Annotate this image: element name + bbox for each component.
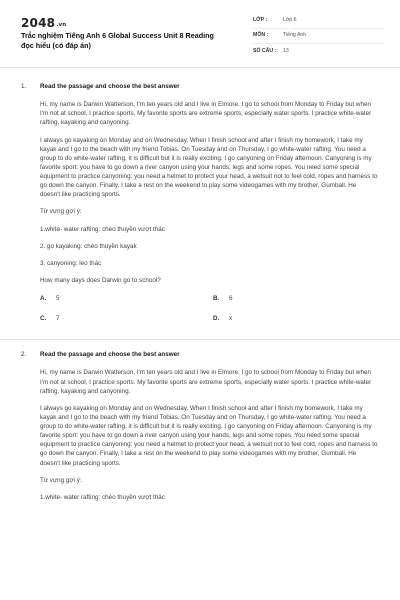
meta-value: 13: [283, 47, 289, 54]
meta-key: MÔN :: [253, 32, 269, 39]
option-text: x: [229, 315, 233, 323]
meta-key: SỐ CÂU :: [253, 47, 277, 54]
meta-value: Tiếng Anh: [283, 32, 307, 39]
question-1: [0, 69, 400, 325]
option-text: 7: [56, 315, 60, 323]
meta-info-table: [253, 14, 383, 59]
vocab-item: 2. go kayaking: chèo thuyền kayak: [40, 242, 137, 250]
question-prompt: Read the passage and choose the best answer: [40, 83, 180, 90]
meta-row-class: [253, 14, 383, 29]
option-text: 6: [229, 295, 233, 302]
quiz-content: [0, 69, 400, 600]
passage-paragraph: I always go kayaking on Monday and on Wednesday. When I finish school and after I finish my homework, I take my kayak and I go to the beach with my friend Tobias. On Tuesday and on Thursday, I go white-water rafting. You need a group to do white-water rafting, it is difficult but it is really exciting. I go canyoning on Friday afternoon. Canyoning is my favorite sport: you have to go down a river canyon using your hands, legs and some ropes. You need some special equipment to practice canyoning: you need a helmet to protect your head, a wetsuit not to feel cold, ropes and harness to go down the canyon. Finally, I take a rest on the weekend to play some videogames with my brother, Gumball. He doesn't like practicing sports.: [40, 404, 378, 467]
option-b[interactable]: [213, 294, 363, 303]
passage-paragraph: Hi, my name is Darwin Watterson, I'm ten years old and I live in Elmore. I go to school from Monday to Friday but when I'm not at school, I practice sports. My favorite sports are extreme sports, especially water sports. I practice white-water rafting, kayaking and canyoning.: [40, 369, 372, 395]
page-header: [0, 0, 400, 68]
vocab-title: Từ vựng gợi ý:: [40, 208, 82, 216]
meta-row-question-count: [253, 44, 383, 59]
passage-paragraph: I always go kayaking on Monday and on Wednesday. When I finish school and after I finish my homework, I take my kayak and I go to the beach with my friend Tobias. On Tuesday and on Thursday, I go white-water rafting. You need a group to do white-water rafting, it is difficult but it is really exciting. I go canyoning on Friday afternoon. Canyoning is my favorite sport: you have to go down a river canyon using your hands, legs and some ropes. You need some special equipment to practice canyoning: you need a helmet to protect your head, a wetsuit not to feel cold, ropes and harness to go down the canyon. Finally, I take a rest on the weekend to play some videogames with my brother, Gumball. He doesn't like practicing sports.: [40, 136, 378, 199]
page-title: Trắc nghiệm Tiếng Anh 6 Global Success Unit 8 Reading đọc hiểu (có đáp án): [21, 31, 214, 50]
meta-value: Lớp 6: [283, 17, 297, 24]
question-2: [0, 339, 400, 502]
question-number: 1.: [21, 83, 27, 90]
passage-paragraph: Hi, my name is Darwin Watterson, I'm ten years old and I live in Elmore. I go to school from Monday to Friday but when I'm not at school, I practice sports. My favorite sports are extreme sports, especially water sports. I practice white-water rafting, kayaking and canyoning.: [40, 101, 372, 127]
question-number: 2.: [21, 351, 27, 359]
meta-key: LỚP :: [253, 17, 268, 24]
vocab-item: 3. canyoning: leo thác: [40, 259, 102, 267]
vocab-item: 1.white- water rafting: chèo thuyền vượt thác: [40, 493, 165, 501]
question-prompt: Read the passage and choose the best answer: [40, 351, 180, 359]
question-text: How many days does Darwin go to school?: [40, 276, 161, 284]
answer-options: [40, 294, 378, 325]
option-letter: B.: [213, 295, 220, 302]
option-letter: C.: [40, 315, 47, 323]
option-a[interactable]: [40, 294, 213, 303]
site-logo[interactable]: 2048.vn: [21, 16, 67, 30]
option-c[interactable]: [40, 314, 213, 323]
option-text: 5: [56, 295, 60, 302]
vocab-item: 1.white- water rafting: chèo thuyền vượt thác: [40, 225, 165, 233]
option-letter: A.: [40, 295, 47, 302]
option-d[interactable]: [213, 314, 363, 323]
vocab-title: Từ vựng gợi ý:: [40, 476, 82, 484]
option-letter: D.: [213, 315, 220, 323]
meta-row-subject: [253, 29, 383, 44]
